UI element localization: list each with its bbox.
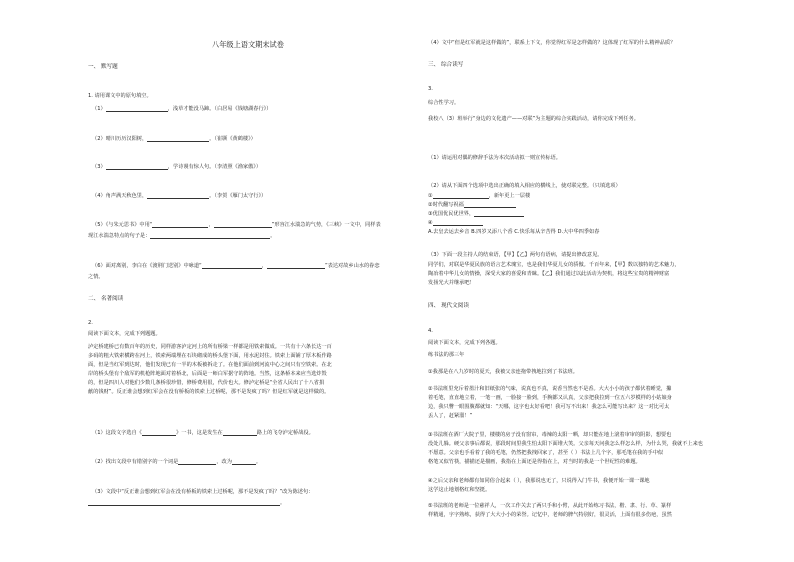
fill-line: 现江水湍急特点的句子是： 。 xyxy=(88,233,276,239)
answer-blank[interactable] xyxy=(178,459,216,465)
passage-line: 边，我只瞥一眼围腹都就知：“天哪，这字也太好看吧！我可写不出来！我怎么可能写出来？这一对比可太 xyxy=(428,404,670,410)
passage-line: 的，但是四川人对他们少数几条桥很珍惜，修桥费用很，代价也大。修泸定桥是“全省人民出了十八省捐 xyxy=(88,380,325,386)
passage-line: ②书法班里充斥着墨汁和旧纸张的气味，说真也不真，说香当然也不是香。大大小小的孩子都伏着睡觉，攥 xyxy=(428,386,672,392)
answer-blank[interactable] xyxy=(106,164,168,170)
answer-blank[interactable] xyxy=(147,136,209,142)
fill-line: （5）《与朱元思书》中用“ ， ”形容江水湍急的气势，《三峡》一文中，同样表 xyxy=(92,222,381,228)
question-number: 1. 请用课文中的原句填空。 xyxy=(88,93,152,99)
section-heading: 二、 名著阅读 xyxy=(88,296,124,302)
passage-line: 面，但是当红军到达时，他们发现已有一半的木板被拆走了。在他们面前到河流中心之间只有空铁索。在北 xyxy=(88,362,332,368)
answer-blank[interactable] xyxy=(223,430,257,436)
sub-question: （1）请运用对偶的修辞手法为本次活动拟一则宣传标语。 xyxy=(428,155,561,161)
passage-line: 丢人了，赶紧溜！” xyxy=(428,413,473,419)
passage-line: 样精通，字字熟练，获得了大大小小的荣誉。记忆中，老师的脾气特别好，很灵活，上面有很多伤疤，虽然 xyxy=(428,512,672,518)
answer-blank[interactable] xyxy=(474,211,524,217)
answer-blank[interactable] xyxy=(267,263,325,269)
couplet-line: ④ xyxy=(428,220,483,226)
question-number: 2. xyxy=(88,320,93,326)
fill-line: （2）晴川历历汉阳树， 。（崔颢《黄鹤楼》） xyxy=(92,136,256,142)
fill-line: （3） ，学诗谩有惊人句。（李清照《渔家傲》） xyxy=(92,164,262,170)
answer-blank[interactable] xyxy=(150,233,270,239)
answer-blank[interactable] xyxy=(142,430,176,436)
page-title: 八年级上语文期末试卷 xyxy=(212,40,284,49)
option-list: A.去皇去运去乡音 B.四岁又添八个香 C.快乐每从辛苦得 D.大中华四季如春 xyxy=(428,229,600,235)
question-line: （4）文中“但是红军就是这样做的”，联系上下文，你觉得红军是怎样做的？这体现了红军的什么精神品质？ xyxy=(428,40,676,46)
sub-question: （3）下面一段主持人的结束语，【甲】【乙】两句有语病，请提出修改意见。 xyxy=(428,252,603,258)
question-intro: 综合性学习。 xyxy=(428,100,460,106)
fill-line: 。 xyxy=(88,500,285,506)
couplet-line: ① ，新年更上一层楼 xyxy=(428,193,531,199)
answer-blank[interactable] xyxy=(433,193,489,199)
answer-blank[interactable] xyxy=(88,500,280,506)
passage-line: ⑤书法班的老师是一位慈祥人，一次工作关去了两只手和小臂，从此开始练习书法，楷、隶、行、草、篆样 xyxy=(428,503,672,509)
passage-line: 泸定桥建桥已有数百年的历史，同样游客泸定河上的所有桥梁一样都是用铁索做成。一共有十六条长达一百 xyxy=(88,344,332,350)
fill-line: （6）面对离别，李白在《渡荆门送别》中咏道“ ， ”表达对故乡山水的眷恋 xyxy=(92,263,380,269)
fill-line: 之情。 xyxy=(88,274,104,280)
section-heading: 四、 现代文阅读 xyxy=(428,303,469,309)
passage-line: 多码的粗大铁索横跨在河上，铁索两端埋在石块砌成的桥头堡下面，用水泥封住。铁索上面铺了厚木板作路 xyxy=(88,353,332,359)
question-intro: 阅读下面文本，完成下列各题。 xyxy=(428,340,501,346)
passage-line: 格笔又似竹筷，描描还是描画，我指在上面还是得指在上，对当时的我是一个世纪性的难题。 xyxy=(428,459,641,465)
question-intro: 阅读下面文本，完成下列题题。 xyxy=(88,331,161,337)
passage-line: ①我那是在八九岁时的夏天，我被父亲连拖带拽地拉到了书法班。 xyxy=(428,369,578,375)
section-heading: 三、 综合读写 xyxy=(428,62,464,68)
answer-blank[interactable] xyxy=(232,459,256,465)
passage-line: 没处儿躲。硬父亲事后都说，那段时间里我生怕太阳下面堆大笑。父亲每天问我怎么样怎么样，为什么哭，我就不上来也 xyxy=(428,441,703,447)
task-line: 我校八（3）班举行“身边的文化遗产——对联”为主题的综合实践活动，请你完成下列任务。 xyxy=(428,116,639,122)
passage-line: 陶冶着中华儿女的情操，深受大家的喜爱和青睐。【乙】我们通过以此活动为契机，将这些宝贵的精神财富 xyxy=(428,271,670,277)
fill-line: （3）文段中“反正谁会想到红军会在没有桥板的铁索上过桥呢，那不是发疯了吗？”改为陈述句： xyxy=(92,489,314,495)
passage-line: 同学们，对联是华夏民族的语言艺术瑰宝，也是我们华夏儿女的骄傲。千百年来，【甲】数以独特的艺术魅力， xyxy=(428,262,680,268)
answer-blank[interactable] xyxy=(202,263,262,269)
passage-title: 练书法的那三年 xyxy=(428,352,465,358)
passage-line: 这学这止地划格红和坚挺。 xyxy=(428,487,491,493)
section-heading: 一、 默写题 xyxy=(88,64,118,70)
passage-line: 献的钱财”。反正谁会想到红军会在没有桥板的铁索上过桥呢，那不是发疯了吗？但是红军就是这样做的。 xyxy=(88,389,330,395)
question-number: 3. xyxy=(428,86,433,92)
question-number: 4. xyxy=(428,328,433,334)
fill-line: （2）找出文段中有错别字的一个词是 ，改为 。 xyxy=(92,459,262,465)
answer-blank[interactable] xyxy=(152,222,208,228)
answer-blank[interactable] xyxy=(214,222,272,228)
answer-blank[interactable] xyxy=(106,106,168,112)
passage-line: 不愿意。父亲也手看着了我的毛笔，仍然把我拽回家了，甚至（ ）书法上几个字，那毛笔在我的手中似 xyxy=(428,450,664,456)
fill-line: （4）角声满天秋色里， 。（李贺《雁门太守行》） xyxy=(92,193,267,199)
couplet-line: ②时代翻写祝福 xyxy=(428,202,516,208)
passage-line: ④之后父亲和老师都有如同俗合起来（ ），我那说也无了，只说得入门牛书，我便开始一课一课地 xyxy=(428,478,650,484)
passage-line: 岸的桥头堡有个敌军的机枪阵地面对着桥北，后面是一师白军据守的阵地。当然，这条桥本来应当选炸毁 xyxy=(88,371,327,377)
answer-blank[interactable] xyxy=(147,193,209,199)
passage-line: 着毛笔，直直地立着，一笔一画，一脸接一脸到，手腕都又认真，父亲把我拉到一位五六岁模样的小姑娘身 xyxy=(428,395,672,401)
fill-line: （1）这段文字选自《 》一书，这是发生在 路上的飞夺泸定桥战役。 xyxy=(92,430,314,436)
answer-blank[interactable] xyxy=(464,202,516,208)
passage-line: ③书法班在酒厂大院子里，楼楼的房子没有窗帘，毒辣的太阳一晒，却只能在地上滚着审审的阴影，想要也 xyxy=(428,432,672,438)
sub-question: （2）请从下面四个选项中选出正确的填入相应的横线上，使对联完整。（只填选项） xyxy=(428,183,621,189)
passage-line: 发扬光大并继承吧！ xyxy=(428,280,475,286)
fill-line: （1） ，浅草才能没马蹄。（白居易《钱塘湖春行》） xyxy=(92,106,272,112)
answer-blank[interactable] xyxy=(433,220,483,226)
couplet-line: ③优国优民优世界， xyxy=(428,211,524,217)
